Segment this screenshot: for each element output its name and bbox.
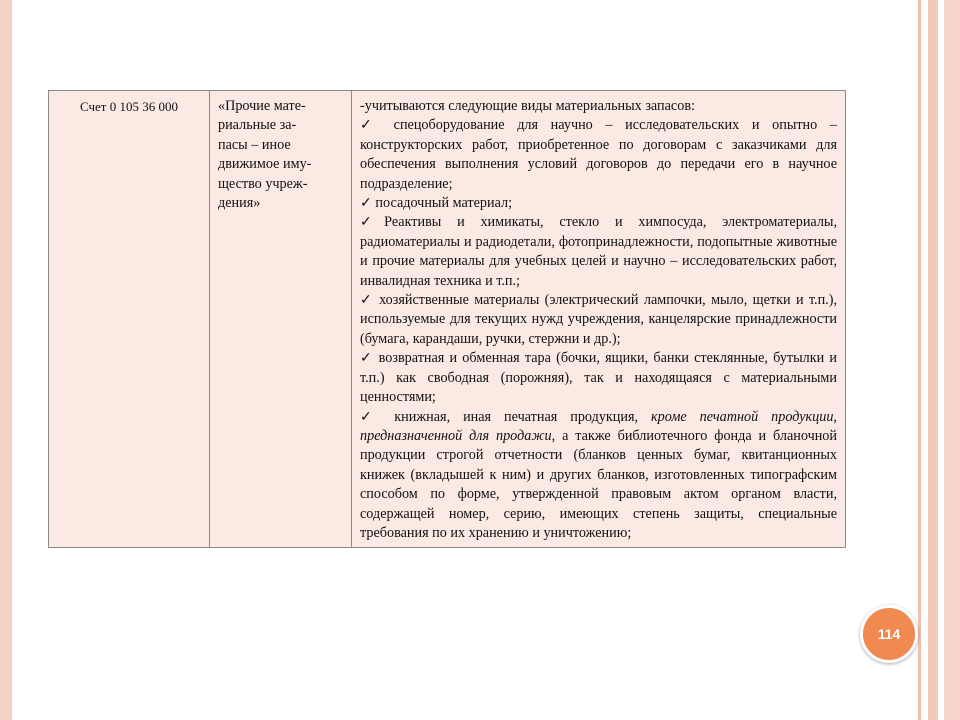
- list-item-printed-products: [360, 408, 837, 544]
- list-item: ✓ возвратная и обменная тара (бочки, ящики, банки стеклянные, бутылки и т.п.) как свободная (порожняя), так и находящаяся с материальными ценностями;: [360, 350, 837, 406]
- table-row: [49, 91, 846, 548]
- account-name-line: риальные за-: [218, 117, 297, 134]
- right-frame-stripe: [928, 0, 938, 720]
- account-name-line: пасы – иное: [218, 136, 291, 153]
- list-item-italic-text: кроме печатной продукции, предназначенной для продажи,: [360, 408, 837, 444]
- list-item-text: ✓ книжная, иная печатная продукция,: [360, 408, 652, 425]
- left-frame-stripe: [0, 0, 12, 720]
- description-intro: -учитываются следующие виды материальных запасов:: [360, 98, 695, 114]
- list-item: ✓Реактивы и химикаты, стекло и химпосуда, электроматериалы, радиоматериалы и радиодетали, фотопринадлежности, подопытные животные и прочие материалы для учебных целей и научно – исследовательских работ, инвалидная техника и т.п.;: [360, 214, 837, 289]
- accounts-table: [48, 90, 846, 548]
- list-item: ✓ хозяйственные материалы (электрический лампочки, мыло, щетки и т.п.), используемые для текущих нужд учреждения, канцелярские принадлежности (бумага, карандаши, ручки, стержни и др.);: [360, 292, 837, 347]
- account-name-line: дения»: [218, 195, 261, 212]
- account-name-line: щество учреж-: [218, 175, 308, 192]
- account-name-line: движимое иму-: [218, 156, 312, 173]
- account-name-line: «Прочие мате-: [218, 98, 306, 114]
- right-frame-stripe-outer: [944, 0, 960, 720]
- account-number: Счет 0 105 36 000: [80, 99, 178, 114]
- account-name-cell: [210, 91, 352, 548]
- description-cell: [352, 91, 846, 548]
- list-item: ✓ посадочный материал;: [360, 195, 513, 212]
- page-number-badge: 114: [860, 605, 918, 663]
- list-item-text: а также библиотечного фонда и бланочной продукции строгой отчетности (бланков ценных бумаг, квитанционных книжек (вкладышей к ним) и других бланков, изготовленных типографским способом по форме, утвержденной правовым актом органом власти, содержащей номер, серию, имеющих степень защиты, специальные требования по их хранению и уничтожению;: [360, 427, 837, 541]
- account-number-cell: [49, 91, 210, 548]
- list-item: ✓ спецоборудование для научно – исследовательских и опытно – конструкторских работ, приобретенное по договорам с заказчиками для обеспечения выполнения условий договоров до передачи его в научное подразделение;: [360, 117, 837, 192]
- right-frame-line: [918, 0, 921, 720]
